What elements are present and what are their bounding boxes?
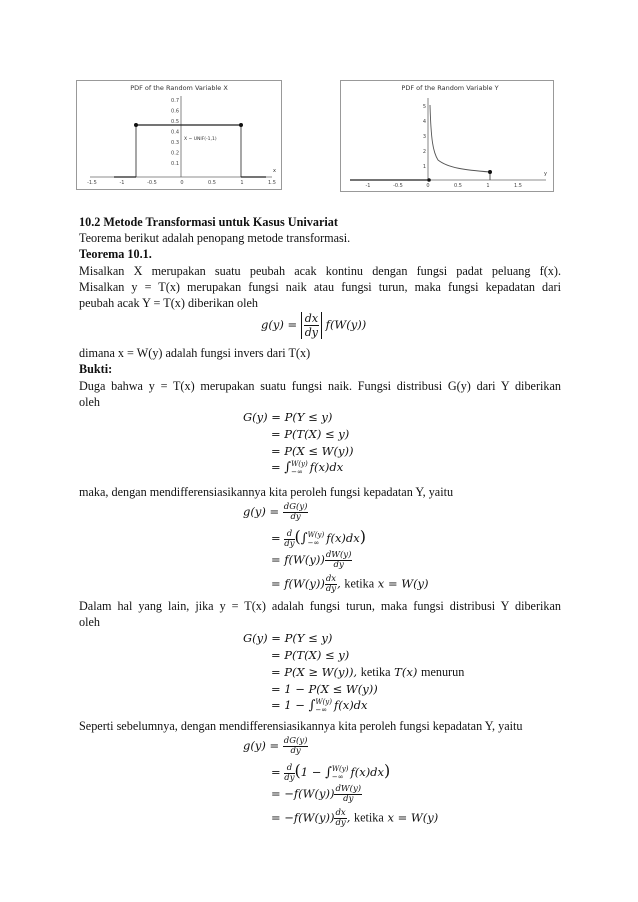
dec-density-4: = −f(W(y)) $\frac{dx}{dy}$ , ketika x = W(y) bbox=[271, 808, 439, 828]
dec-eq-5: = 1 − ∫W(y) −∞ f(x)dx bbox=[271, 698, 368, 714]
y-tick-label: 0.4 bbox=[171, 129, 179, 136]
x-tick-label: 0 bbox=[426, 183, 430, 189]
right-point bbox=[239, 123, 243, 127]
inc-density-2: = $\frac{d}{dy}$ (∫W(y) −∞ f(x)dx) bbox=[271, 527, 367, 549]
y-tick-label: 0.5 bbox=[171, 119, 179, 125]
left-point bbox=[134, 123, 138, 127]
pdf-y-title: PDF of the Random Variable Y bbox=[401, 84, 499, 92]
svg-text:x: x bbox=[273, 168, 276, 174]
y-tick-label: 0.2 bbox=[171, 150, 179, 157]
y-tick-label: 0.7 bbox=[171, 98, 179, 104]
proof-line-2: oleh bbox=[79, 395, 100, 409]
x-tick-label: 0 bbox=[180, 180, 184, 186]
proof-line-5: oleh bbox=[79, 615, 100, 629]
x-tick-label: 1.5 bbox=[268, 180, 276, 186]
x-tick-label: 1 bbox=[486, 183, 490, 189]
y-tick-label: 5 bbox=[422, 104, 426, 110]
figure-pdf-y bbox=[340, 80, 554, 192]
theorem-title: Teorema 10.1. bbox=[79, 247, 152, 261]
y-tick-label: 3 bbox=[422, 134, 426, 140]
pdf-x-plot bbox=[76, 80, 282, 190]
x-tick-label: -0.5 bbox=[147, 180, 157, 186]
inverse-text: dimana x = W(y) adalah fungsi invers dari T(x) bbox=[79, 346, 311, 360]
dec-density-3: = −f(W(y)) $\frac{dW(y)}{dy}$ bbox=[271, 784, 362, 804]
inc-eq-4: = ∫W(y) −∞ f(x)dx bbox=[271, 460, 344, 476]
dec-eq-3: = P(X ≥ W(y)), ketika T(x) menurun bbox=[271, 665, 465, 679]
inc-eq-3: = P(X ≤ W(y)) bbox=[271, 444, 354, 458]
y-tick-label: 1 bbox=[422, 164, 426, 170]
dec-density-1: g(y) = $\frac{dG(y)}{dy}$ bbox=[243, 736, 308, 756]
figure-pdf-x bbox=[76, 80, 282, 190]
dec-eq-1: G(y) = P(Y ≤ y) bbox=[243, 631, 333, 645]
inc-eq-2: = P(T(X) ≤ y) bbox=[271, 427, 350, 441]
x-tick-label: 1 bbox=[240, 180, 244, 186]
proof-line-6: Seperti sebelumnya, dengan mendifferensiasikannya kita peroleh fungsi kepadatan Y, yaitu bbox=[79, 719, 523, 733]
intro-text: Teorema berikut adalah penopang metode transformasi. bbox=[79, 231, 351, 245]
x-tick-label: -0.5 bbox=[393, 183, 403, 189]
y-tick-label: 0.6 bbox=[171, 108, 179, 115]
dec-eq-2: = P(T(X) ≤ y) bbox=[271, 648, 350, 662]
proof-title: Bukti: bbox=[79, 362, 113, 376]
y-tick-label: 0.3 bbox=[171, 140, 179, 146]
x-tick-label: 0.5 bbox=[208, 180, 216, 186]
dec-density-2: = $\frac{d}{dy}$ (1 − ∫W(y) −∞ f(x)dx) bbox=[271, 761, 391, 783]
inc-density-4: = f(W(y)) $\frac{dx}{dy}$ , ketika x = W(y) bbox=[271, 574, 429, 594]
proof-line-3: maka, dengan mendifferensiasikannya kita peroleh fungsi kepadatan Y, yaitu bbox=[79, 485, 454, 499]
inc-density-1: g(y) = $\frac{dG(y)}{dy}$ bbox=[243, 502, 308, 522]
y-tick-label: 0.1 bbox=[171, 161, 179, 167]
theorem-line-3: peubah acak Y = T(x) diberikan oleh bbox=[79, 296, 259, 310]
y-tick-label: 2 bbox=[422, 149, 426, 155]
proof-line-1: Duga bahwa y = T(x) merupakan suatu fungsi naik. Fungsi distribusi G(y) dari Y diberikan bbox=[79, 379, 561, 393]
x-tick-label: -1.5 bbox=[87, 180, 97, 186]
theorem-line-2: Misalkan y = T(x) merupakan fungsi naik atau fungsi turun, maka fungsi kepadatan dari bbox=[79, 280, 561, 294]
x-tick-label: 0.5 bbox=[454, 183, 462, 189]
curve-end-point bbox=[488, 170, 492, 174]
pdf-x-label: X ~ UNIF(-1,1) bbox=[184, 137, 217, 142]
x-tick-label: -1 bbox=[119, 180, 125, 186]
proof-line-4: Dalam hal yang lain, jika y = T(x) adalah fungsi turun, maka fungsi distribusi Y diberikan bbox=[79, 599, 561, 613]
theorem-line-1: Misalkan X merupakan suatu peubah acak kontinu dengan fungsi padat peluang f(x). bbox=[79, 264, 561, 278]
pdf-y-plot bbox=[340, 80, 554, 192]
dec-eq-4: = 1 − P(X ≤ W(y)) bbox=[271, 682, 378, 696]
equation-main: g(y) = $\frac{dx}{dy}$ f(W(y)) bbox=[261, 312, 367, 339]
pdf-x-title: PDF of the Random Variable X bbox=[130, 84, 228, 92]
y-tick-label: 4 bbox=[422, 119, 426, 125]
inc-eq-1: G(y) = P(Y ≤ y) bbox=[243, 410, 333, 424]
svg-text:y: y bbox=[544, 171, 547, 177]
x-tick-label: -1 bbox=[365, 183, 371, 189]
section-heading: 10.2 Metode Transformasi untuk Kasus Univariat bbox=[79, 215, 338, 229]
inc-density-3: = f(W(y)) $\frac{dW(y)}{dy}$ bbox=[271, 550, 352, 570]
x-tick-label: 1.5 bbox=[514, 183, 522, 189]
